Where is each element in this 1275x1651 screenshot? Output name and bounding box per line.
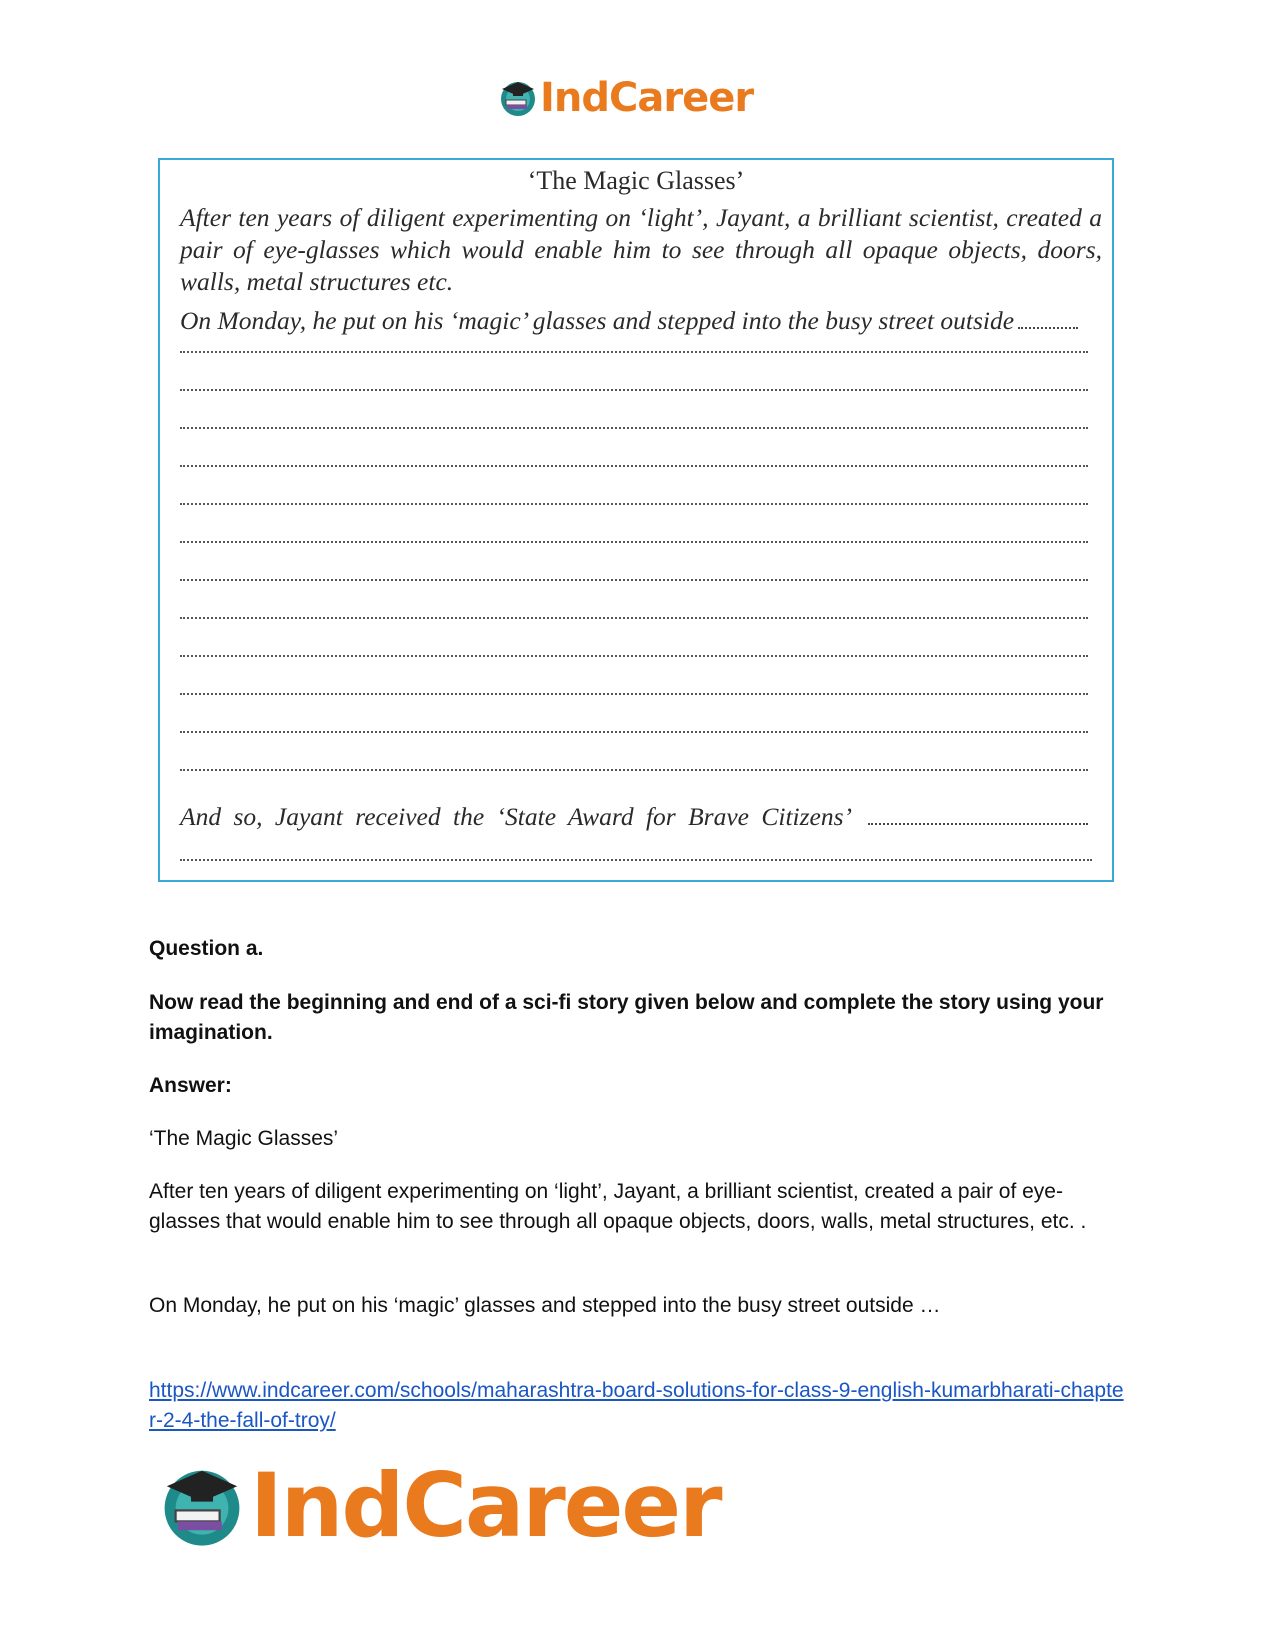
blank-line bbox=[180, 579, 1088, 581]
answer-paragraph-1: After ten years of diligent experimenting on ‘light’, Jayant, a brilliant scientist, created a pair of eye-glasses that would enable him to see through all opaque objects, doors, walls, metal structures, etc. . bbox=[149, 1180, 1087, 1233]
answer-paragraph-2: On Monday, he put on his ‘magic’ glasses and stepped into the busy street outside … bbox=[149, 1294, 941, 1317]
worksheet-paragraph-1: After ten years of diligent experimenting on ‘light’, Jayant, a brilliant scientist, created a pair of eye-glasses which would enable him to see through all opaque objects, doors, walls, metal structures etc. bbox=[180, 203, 1102, 296]
source-link[interactable]: https://www.indcareer.com/schools/maharashtra-board-solutions-for-class-9-english-kumarbharati-chapter-2-4-the-fall-of-troy/ bbox=[149, 1379, 1124, 1432]
blank-line bbox=[180, 503, 1088, 505]
brand-name: IndCareer bbox=[250, 1454, 721, 1557]
inline-blank bbox=[868, 822, 1088, 825]
answer-label: Answer: bbox=[149, 1074, 232, 1097]
story-worksheet-box bbox=[158, 158, 1114, 882]
worksheet-title: ‘The Magic Glasses’ bbox=[527, 166, 745, 195]
blank-line bbox=[180, 389, 1088, 391]
blank-line bbox=[180, 351, 1088, 353]
worksheet-paragraph-3 bbox=[180, 801, 1102, 833]
header-logo bbox=[498, 75, 754, 121]
question-label: Question a. bbox=[149, 937, 264, 960]
worksheet-paragraph-3-text: And so, Jayant received the ‘State Award for Brave Citizens’ bbox=[180, 802, 853, 831]
graduation-cap-globe-icon bbox=[158, 1462, 246, 1550]
graduation-cap-globe-icon bbox=[498, 78, 538, 118]
blank-line bbox=[180, 465, 1088, 467]
blank-line bbox=[180, 427, 1088, 429]
blank-line bbox=[180, 859, 1092, 861]
blank-line bbox=[180, 655, 1088, 657]
footer-logo bbox=[158, 1454, 721, 1557]
blank-line bbox=[180, 693, 1088, 695]
question-prompt: Now read the beginning and end of a sci-fi story given below and complete the story using your imagination. bbox=[149, 991, 1104, 1044]
inline-blank bbox=[1018, 326, 1078, 329]
answer-title: ‘The Magic Glasses’ bbox=[149, 1127, 339, 1150]
blank-line bbox=[180, 541, 1088, 543]
blank-line bbox=[180, 731, 1088, 733]
worksheet-paragraph-2 bbox=[180, 305, 1102, 337]
blank-line bbox=[180, 769, 1088, 771]
worksheet-paragraph-2-text: On Monday, he put on his ‘magic’ glasses and stepped into the busy street outside bbox=[180, 306, 1015, 335]
blank-line bbox=[180, 617, 1088, 619]
brand-name: IndCareer bbox=[540, 75, 754, 121]
